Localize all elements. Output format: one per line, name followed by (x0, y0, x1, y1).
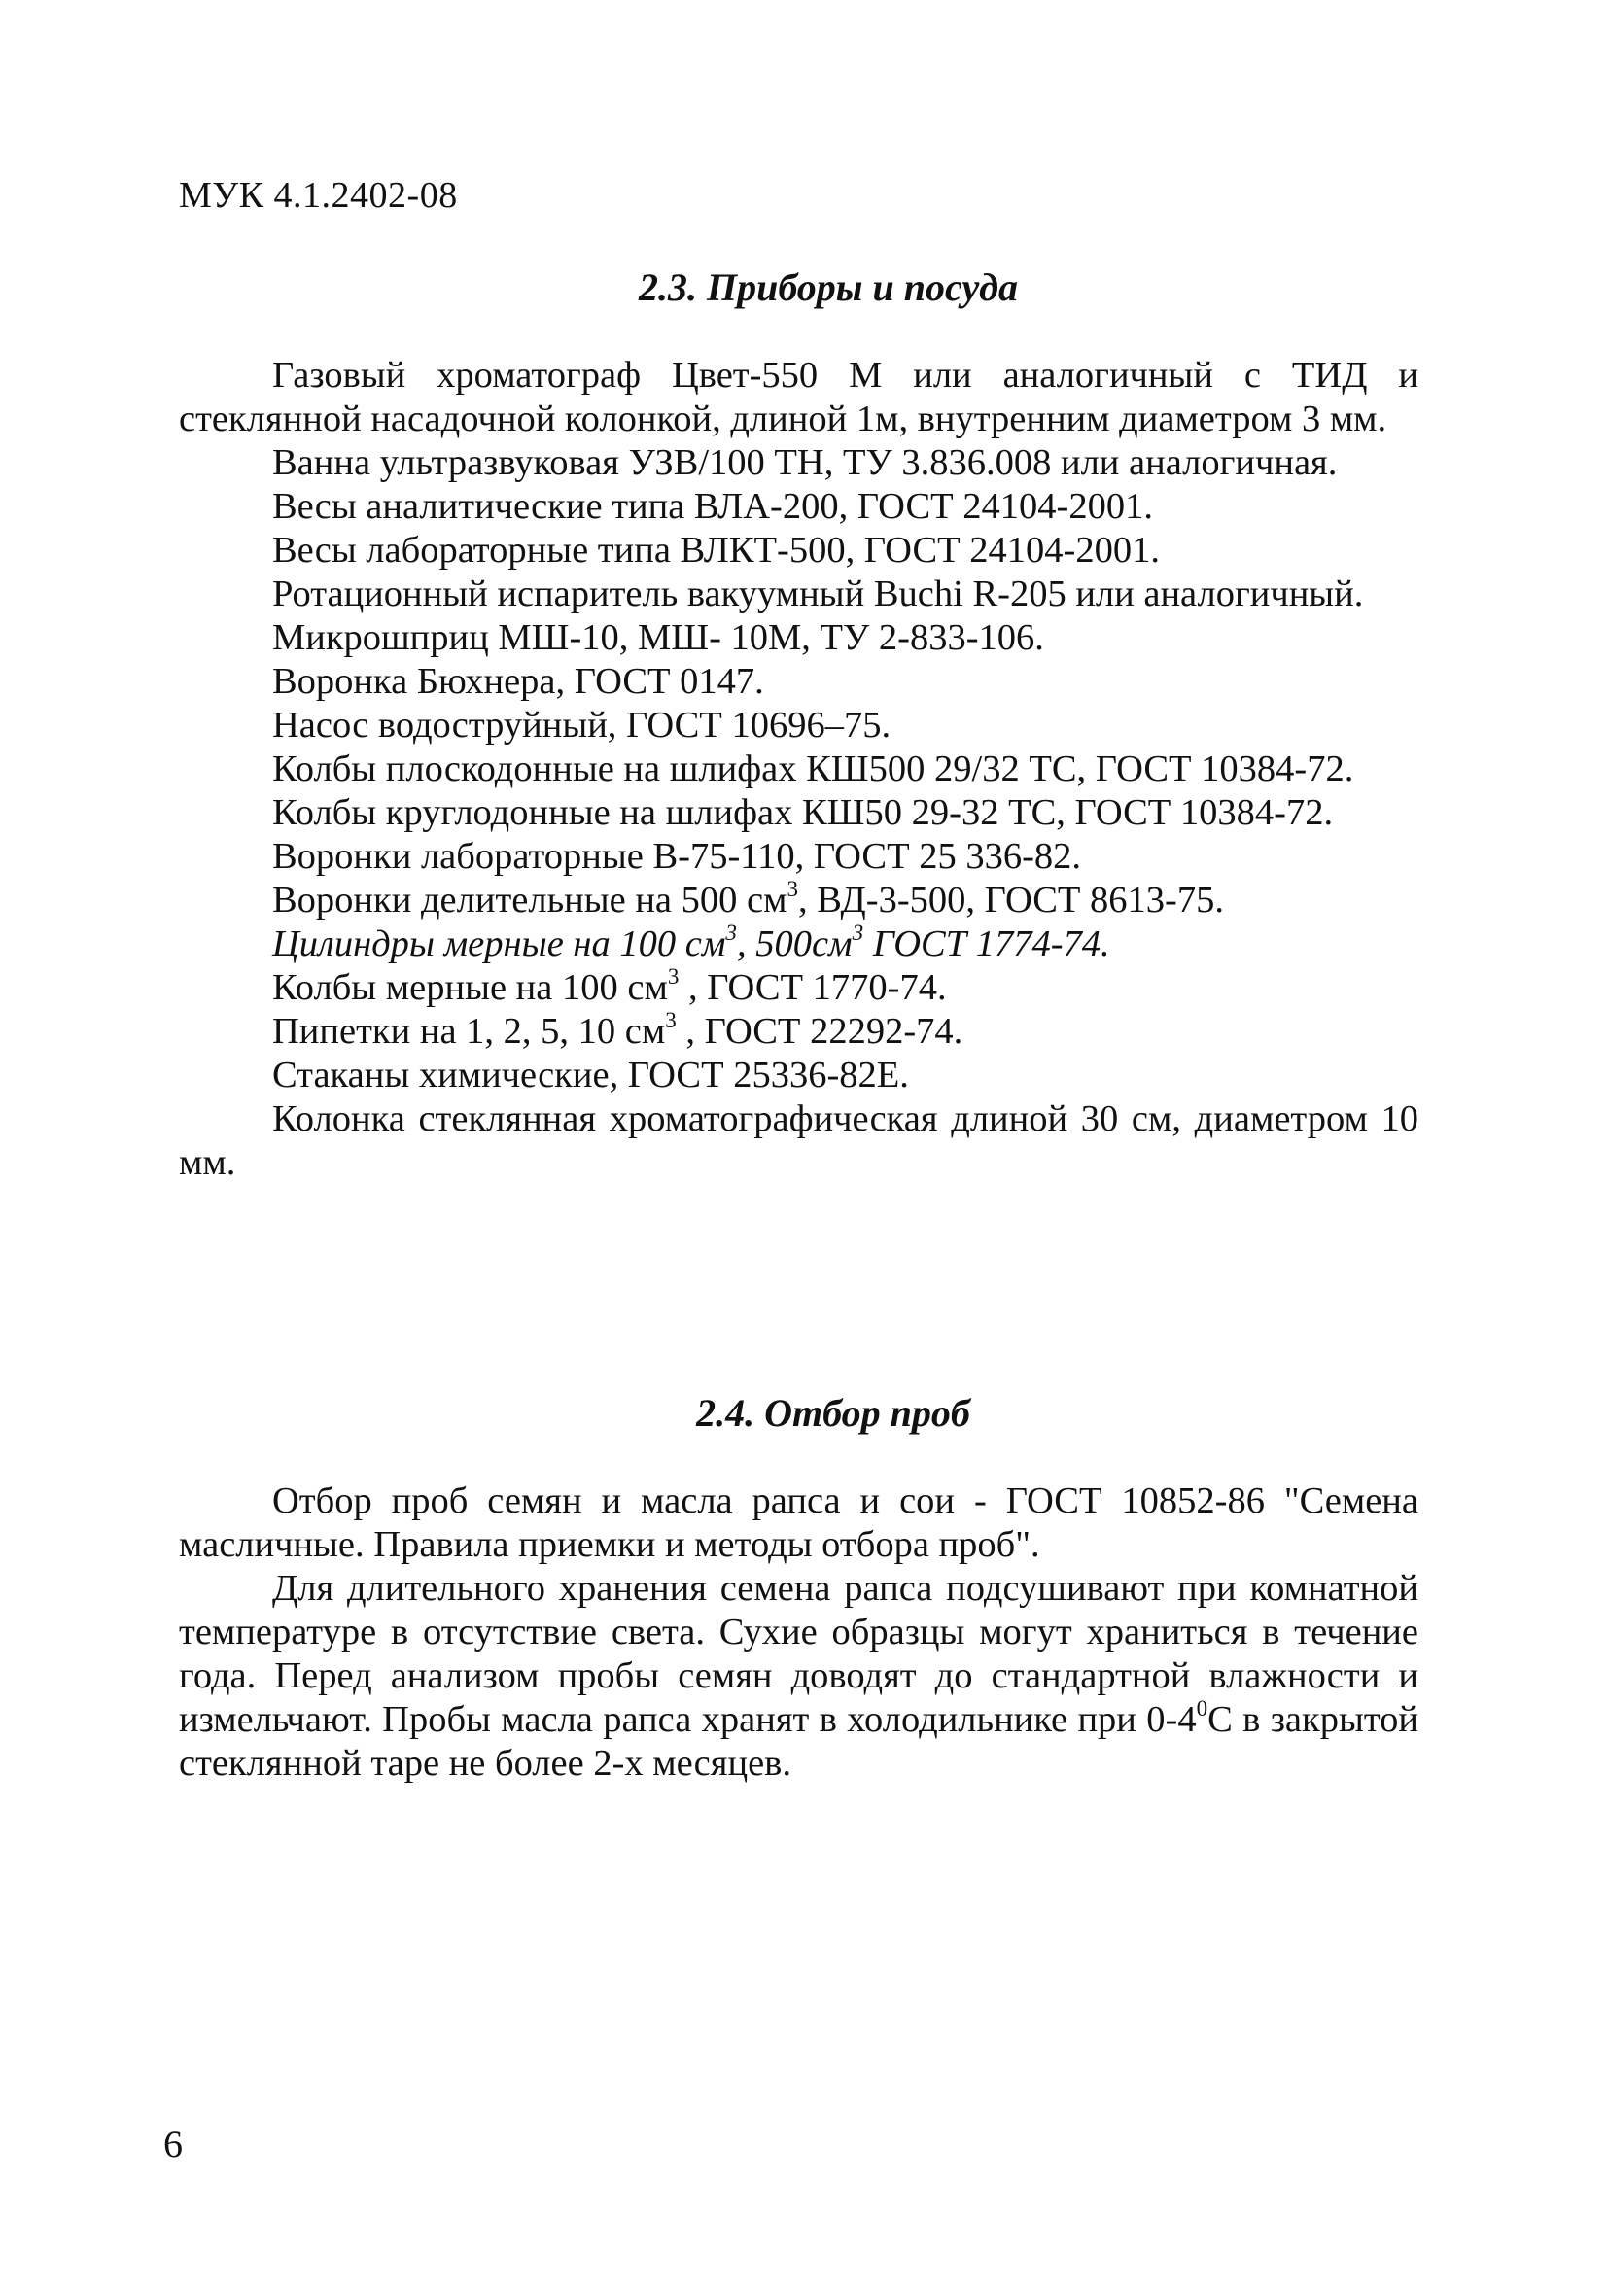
list-item: Воронки лабораторные В-75-110, ГОСТ 25 336-82. (272, 836, 1082, 877)
text-fragment: ГОСТ 1774-74. (863, 923, 1110, 964)
section-title-sampling: 2.4. Отбор проб (696, 1391, 970, 1435)
list-item: Колбы круглодонные на шлифах КШ50 29-32 ТС, ГОСТ 10384-72. (272, 792, 1334, 833)
paragraph-glass-column: Колонка стеклянная хроматографическая длиной 30 см, диаметром 10 мм. (179, 1098, 1418, 1183)
paragraph-rotary-evaporator: Ротационный испаритель вакуумный Buchi R-205 или аналогичный. (272, 574, 1364, 614)
paragraph-ultrasonic-bath: Ванна ультразвуковая УЗВ/100 ТН, ТУ 3.836.008 или аналогичная. (272, 442, 1338, 483)
text-fragment: , 500см (736, 923, 853, 964)
list-item: Весы аналитические типа ВЛА-200, ГОСТ 24104-2001. (272, 486, 1153, 527)
text-fragment: , ГОСТ 22292-74. (676, 1011, 963, 1052)
superscript: 3 (852, 919, 864, 945)
superscript: 3 (665, 1006, 677, 1032)
list-item: Микрошприц МШ-10, МШ- 10М, ТУ 2-833-106. (272, 617, 1044, 658)
paragraph-storage (179, 1567, 1418, 1786)
list-item: Насос водоструйный, ГОСТ 10696–75. (272, 705, 891, 746)
instruments-list (179, 354, 1418, 1185)
superscript: 0 (1196, 1694, 1208, 1721)
text-fragment: С в закрытой стеклянной таре не более 2-х месяцев. (179, 1699, 1418, 1784)
sampling-text (179, 1479, 1418, 1786)
list-item-volumetric-flasks (179, 962, 1418, 1010)
section-title-instruments: 2.3. Приборы и посуда (639, 265, 1018, 309)
superscript: 3 (667, 962, 680, 989)
paragraph-sampling-standard: Отбор проб семян и масла рапса и сои - ГОСТ 10852-86 "Семена масличные. Правила приемки и методы отбора проб". (179, 1480, 1418, 1565)
text-fragment: Пипетки на 1, 2, 5, 10 см (272, 1011, 666, 1052)
text-fragment: Воронки делительные на 500 см (272, 880, 787, 921)
page-number: 6 (163, 2122, 183, 2166)
list-item-pipettes (179, 1006, 1418, 1054)
list-item: Весы лабораторные типа ВЛКТ-500, ГОСТ 24104-2001. (272, 530, 1160, 571)
list-item-separating-funnels (179, 875, 1418, 922)
superscript: 3 (725, 919, 737, 945)
list-item: Колбы плоскодонные на шлифах КШ500 29/32 ТС, ГОСТ 10384-72. (272, 748, 1354, 789)
text-fragment: , ГОСТ 1770-74. (679, 967, 947, 1008)
document-code: МУК 4.1.2402-08 (179, 175, 458, 216)
text-fragment: Цилиндры мерные на 100 см (272, 923, 726, 964)
superscript: 3 (787, 875, 799, 901)
paragraph-chromatograph: Газовый хроматограф Цвет-550 М или аналогичный с ТИД и стеклянной насадочной колонкой, длиной 1м, внутренним диаметром 3 мм. (179, 355, 1418, 439)
text-fragment: , ВД-3-500, ГОСТ 8613-75. (798, 880, 1224, 921)
list-item: Воронка Бюхнера, ГОСТ 0147. (272, 661, 764, 702)
text-fragment: Для длительного хранения семена рапса подсушивают при комнатной температуре в отсутствие света. Сухие образцы могут храниться в течение года. Перед анализом пробы семян доводят до стандартной влажности и измельчают. Пробы масла рапса хранят в холодильнике при 0-4 (179, 1568, 1418, 1740)
text-fragment: Колбы мерные на 100 см (272, 967, 668, 1008)
list-item: Стаканы химические, ГОСТ 25336-82Е. (272, 1055, 909, 1096)
list-item-cylinders (179, 919, 1418, 966)
